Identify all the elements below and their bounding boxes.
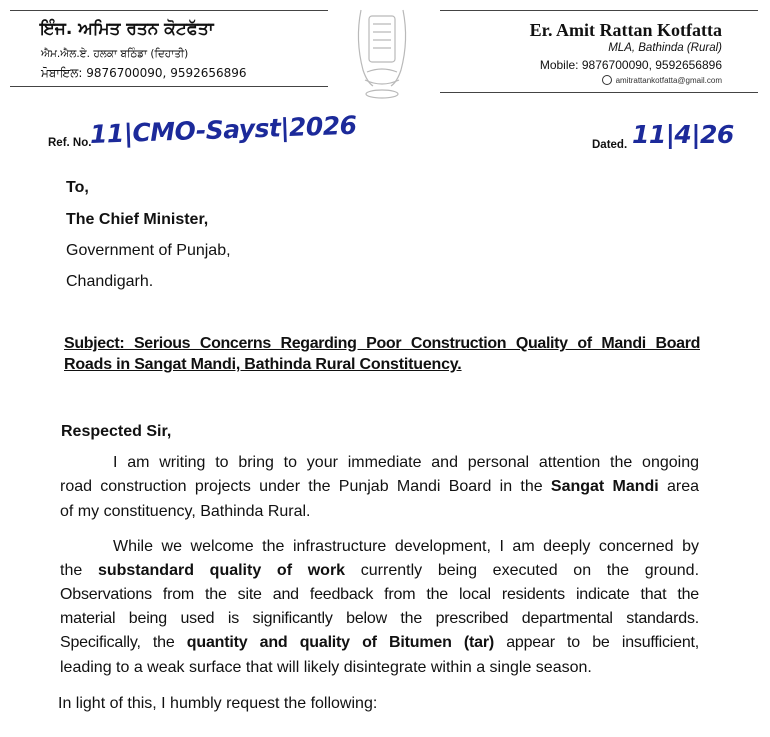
para1-line1: I am writing to bring to your immediate and personal attention the ongoing <box>113 454 699 471</box>
para2-text: Specifically, the <box>60 634 187 651</box>
para1-text: area <box>658 478 700 495</box>
para2-bold-bitumen: quantity and quality of Bitumen (tar) <box>186 634 494 651</box>
recipient-line1: Government of Punjab, <box>66 242 231 259</box>
letterhead-rule-top-right <box>440 10 758 11</box>
email-icon <box>602 75 612 85</box>
letterhead-rule-bottom-left <box>10 86 328 87</box>
salutation: Respected Sir, <box>61 423 172 440</box>
para2-bold-substandard: substandard quality of work <box>97 562 346 579</box>
letterhead-rule-bottom-right <box>440 92 758 93</box>
para2-text: the <box>60 562 98 579</box>
para2-line4: material being used is significantly below the prescribed departmental standards. <box>60 610 699 627</box>
para1-text: road construction projects under the Punjab Mandi Board in the <box>60 478 551 495</box>
date-handwritten: 11|4|26 <box>632 120 734 149</box>
email-address: amitrattankotfatta@gmail.com <box>615 76 722 85</box>
punjabi-title: ਐਮ.ਐਲ.ਏ. ਹਲਕਾ ਬਠਿੰਡਾ (ਦਿਹਾਤੀ) <box>41 48 189 60</box>
emblem-icon <box>343 0 421 100</box>
para1-line3: of my constituency, Bathinda Rural. <box>60 503 311 520</box>
para2-line6: leading to a weak surface that will likely disintegrate within a single season. <box>60 659 592 676</box>
recipient-title: The Chief Minister, <box>66 211 209 228</box>
ref-number-handwritten: 11|CMO-Sayst|2026 <box>89 110 358 149</box>
to-line: To, <box>66 179 89 196</box>
para2-text: appear to be insufficient, <box>493 634 700 651</box>
ref-label: Ref. No. <box>48 137 92 149</box>
request-intro: In light of this, I humbly request the following: <box>58 695 378 712</box>
english-name: Er. Amit Rattan Kotfatta <box>529 20 722 40</box>
punjabi-mobile: ਮੋਬਾਇਲ: 9876700090, 9592656896 <box>41 66 247 80</box>
subject-line1: Subject: Serious Concerns Regarding Poor Construction Quality of Mandi Board <box>64 335 700 352</box>
para2-line1: While we welcome the infrastructure development, I am deeply concerned by <box>113 538 699 555</box>
para1-bold-sangat-mandi: Sangat Mandi <box>550 478 659 495</box>
email-line <box>602 75 722 85</box>
english-title: MLA, Bathinda (Rural) <box>608 42 722 54</box>
para2-line3: Observations from the site and feedback from the local residents indicate that the <box>60 586 699 603</box>
punjabi-name: ਇੰਜ. ਅਮਿਤ ਰਤਨ ਕੋਟਫੱਤਾ <box>40 19 214 39</box>
date-label: Dated. <box>592 139 628 151</box>
para2-line2 <box>60 562 699 580</box>
letterhead-rule-top-left <box>10 10 328 11</box>
para2-line5 <box>60 634 699 652</box>
para1-line2 <box>60 478 699 496</box>
english-mobile: Mobile: 9876700090, 9592656896 <box>539 58 722 72</box>
recipient-line2: Chandigarh. <box>66 273 154 290</box>
subject-line2: Roads in Sangat Mandi, Bathinda Rural Constituency. <box>64 356 462 373</box>
para2-text: currently being executed on the ground. <box>345 562 700 579</box>
